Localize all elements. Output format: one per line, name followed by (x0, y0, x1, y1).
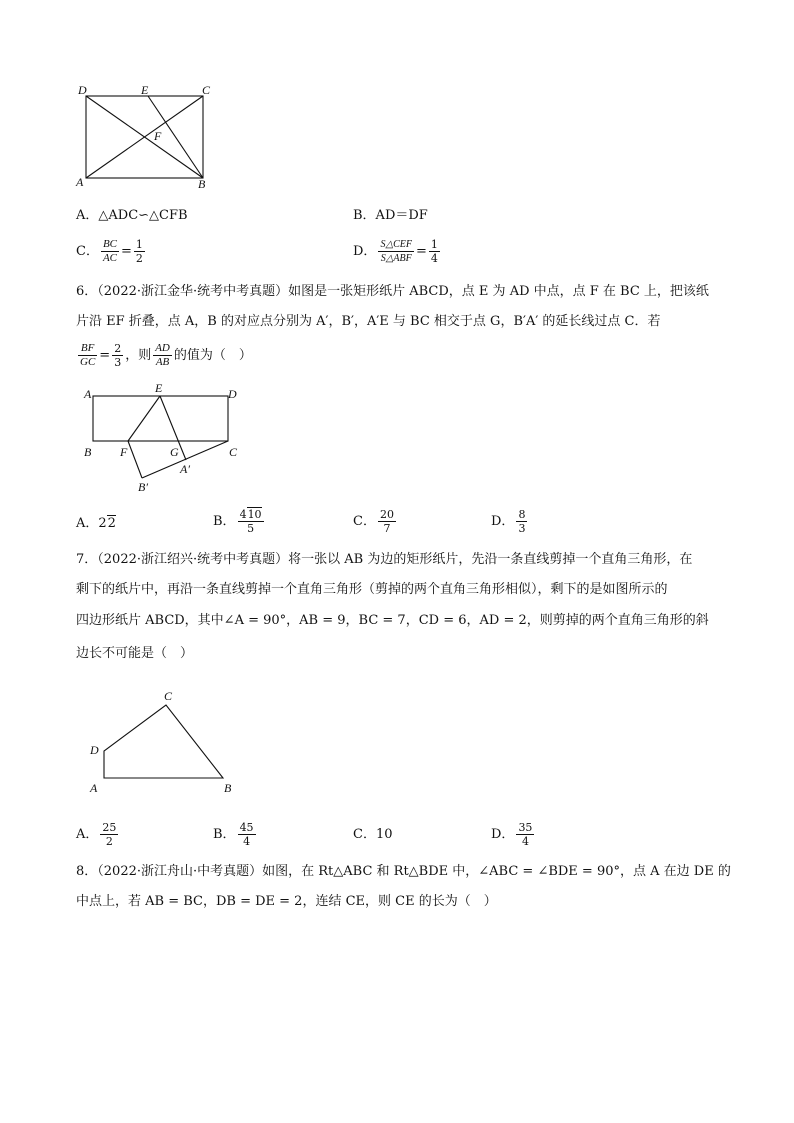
q7-option-a-prefix: A． (76, 827, 99, 842)
q6-option-c-num: 20 (379, 508, 394, 521)
q5-option-c-prefix: C． (76, 244, 99, 259)
q6-label-f: F (120, 445, 128, 459)
q5-label-a: A (76, 175, 84, 189)
q5-option-d-rnum: 1 (430, 238, 438, 251)
q6-option-b-prefix: B． (213, 514, 236, 529)
q7-figure (84, 686, 244, 796)
q7-option-b-prefix: B． (213, 827, 236, 842)
q5-option-d-num: S△CEF (380, 239, 413, 250)
q6-figure (74, 380, 254, 496)
q5-option-d-eq: = (416, 244, 427, 259)
q6-option-d-prefix: D． (491, 514, 515, 529)
q7-text-line-3: 四边形纸片 ABCD，其中∠A = 90°，AB = 9，BC = 7，CD = 6，AD = 2，则剪掉的两个直角三角形的斜 (76, 613, 709, 628)
q5-option-c-rnum: 1 (135, 238, 143, 251)
q7-label-d: D (90, 743, 99, 757)
q7-text-line-2: 剩下的纸片中，再沿一条直线剪掉一个直角三角形（剪掉的两个直角三角形相似），剩下的是如图所示的 (76, 582, 668, 597)
q7-option-d-prefix: D． (491, 827, 515, 842)
q7-label-b: B (224, 781, 232, 795)
q5-option-d-den: S△ABF (380, 253, 412, 264)
q5-option-c (76, 238, 147, 265)
q6-cond-num: BF (78, 342, 97, 356)
q6-option-d (491, 504, 529, 540)
q6-cond-rnum: 2 (114, 342, 122, 355)
q5-label-f: F (154, 129, 162, 143)
q6-label-a-prime: A′ (180, 462, 190, 476)
q6-option-c-den: 7 (383, 522, 391, 535)
q6-option-a: A．22 (76, 516, 116, 531)
q7-option-d-num: 35 (518, 821, 533, 834)
q6-label-a: A (84, 387, 92, 401)
q6-ask-tail: 的值为（ ） (173, 348, 252, 363)
q7-option-a (76, 817, 120, 853)
q7-option-b-num: 45 (239, 821, 254, 834)
q5-option-a: A．△ADC∽△CFB (76, 208, 188, 223)
q6-cond-eq: = (99, 348, 111, 363)
q5-option-c-eq: = (121, 244, 132, 259)
q6-label-e: E (155, 381, 163, 395)
q8-text-line-1: 8．（2022·浙江舟山·中考真题）如图，在 Rt△ABC 和 Rt△BDE 中，∠ABC = ∠BDE = 90°，点 A 在边 DE 的 (76, 864, 731, 879)
q8-text-line-2: 中点上，若 AB = BC，DB = DE = 2，连结 CE，则 CE 的长为（ ） (76, 894, 497, 909)
q7-label-a: A (90, 781, 98, 795)
q5-option-c-den: AC (102, 252, 118, 264)
q6-text-line-2: 片沿 EF 折叠，点 A，B 的对应点分别为 A′，B′，A′E 与 BC 相交于点 G，B′A′ 的延长线过点 C．若 (76, 314, 661, 329)
q6-label-c: C (229, 445, 238, 459)
q7-option-b (213, 817, 258, 853)
q6-cond-den: GC (80, 356, 96, 368)
q6-cond-mid: ，则 (125, 348, 152, 363)
q6-label-g: G (170, 445, 179, 459)
q7-text-line-4: 边长不可能是（ ） (76, 646, 194, 661)
q5-option-c-num: BC (102, 238, 118, 250)
q7-label-c: C (164, 689, 173, 703)
q5-option-d (353, 238, 442, 265)
q5-option-d-prefix: D． (353, 244, 377, 259)
q6-label-b: B (84, 445, 92, 459)
q7-option-c: C．10 (353, 827, 393, 842)
q7-text-line-1: 7．（2022·浙江绍兴·统考中考真题）将一张以 AB 为边的矩形纸片，先沿一条直线剪掉一个直角三角形，在 (76, 552, 693, 567)
q5-option-d-rden: 4 (430, 252, 438, 265)
q6-cond-rden: 3 (114, 356, 122, 369)
q5-option-b: B．AD＝DF (353, 208, 428, 223)
q6-rectangle (93, 396, 228, 441)
q5-option-c-rden: 2 (135, 252, 143, 265)
q6-label-d: D (228, 387, 237, 401)
q7-option-d (491, 817, 536, 853)
q7-option-d-den: 4 (521, 835, 529, 848)
q6-option-b (213, 504, 266, 540)
q6-option-c-prefix: C． (353, 514, 376, 529)
q6-option-b-den: 5 (247, 522, 255, 535)
q5-label-d: D (78, 83, 87, 97)
q7-option-a-num: 25 (102, 821, 117, 834)
q7-option-b-den: 4 (243, 835, 251, 848)
q6-segment-fb2 (128, 441, 142, 478)
q6-text-line-3 (76, 340, 252, 372)
q6-text-line-1: 6．（2022·浙江金华·统考中考真题）如图是一张矩形纸片 ABCD，点 E 为 AD 中点，点 F 在 BC 上，把该纸 (76, 284, 709, 299)
q5-label-c: C (202, 83, 211, 97)
q6-option-b-num: 410 (239, 508, 262, 521)
q5-label-b: B (198, 177, 206, 191)
q6-label-b-prime: B′ (138, 480, 148, 494)
q6-ask-num: AD (155, 342, 170, 354)
q6-ask-den: AB (155, 356, 170, 368)
q6-option-d-num: 8 (518, 508, 526, 521)
q6-option-c (353, 504, 398, 540)
q6-segment-ef (128, 396, 160, 441)
q5-label-e: E (141, 83, 149, 97)
q5-figure (74, 82, 224, 192)
q6-option-d-den: 3 (518, 522, 526, 535)
q7-quadrilateral (104, 705, 223, 778)
q7-option-a-den: 2 (105, 835, 113, 848)
